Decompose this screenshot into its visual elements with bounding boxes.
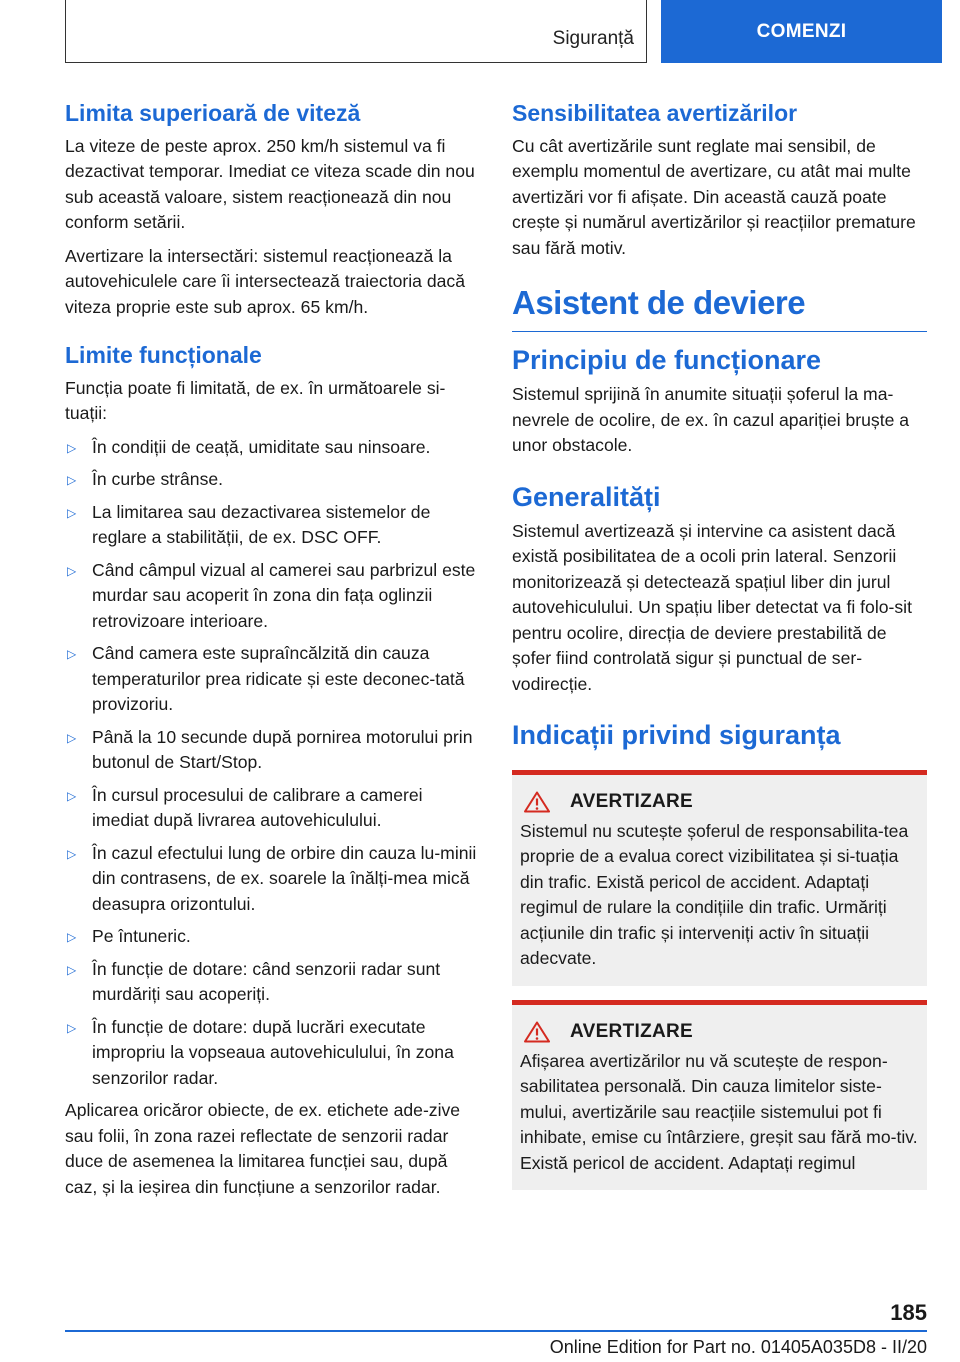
list-item: ▷ Până la 10 secunde după pornirea motorului prin butonul de Start/Stop. bbox=[67, 726, 473, 773]
paragraph-speed-2: Avertizare la intersectări: sistemul reacționează la autovehiculele care îi intersectează traiectoria dacă viteza proprie este sub aprox. 65 km/h. bbox=[65, 245, 465, 317]
left-column bbox=[65, 100, 480, 1208]
warning-text: Sistemul nu scutește șoferul de responsabilita-tea proprie de a evalua corect vizibilitatea și si-tuația din trafic. Există pericol de accident. Adaptați regimul de rulare la condițiile din trafic. Urmăriți acțiunile din trafic și interveniți activ în situații adecvate. bbox=[520, 820, 909, 969]
list-item: ▷ În funcție de dotare: când senzorii radar sunt murdăriți sau acoperiți. bbox=[67, 958, 441, 1005]
triangle-bullet-icon: ▷ bbox=[67, 473, 77, 488]
list-item: ▷ În cursul procesului de calibrare a camerei imediat după livrarea autovehiculului. bbox=[67, 784, 423, 831]
list-item: ▷ În cazul efectului lung de orbire din cauza lu-minii din contrasens, de ex. soarele la înălți-mea mică deasupra orizontului. bbox=[67, 842, 477, 914]
triangle-bullet-icon: ▷ bbox=[67, 563, 77, 578]
header-section-box bbox=[65, 0, 647, 63]
heading-functional-limits: Limite funcționale bbox=[65, 342, 262, 369]
heading-principle: Principiu de funcționare bbox=[512, 344, 822, 375]
page-number: 185 bbox=[890, 1300, 927, 1325]
paragraph-radar: Aplicarea oricăror obiecte, de ex. etichete ade-zive sau folii, în zona razei reflectate de senzorii radar duce de asemenea la limitarea funcției sau, după caz, și la ieșirea din funcțiune a senzorilor radar. bbox=[65, 1100, 461, 1197]
right-column bbox=[512, 100, 927, 1190]
warning-header bbox=[520, 791, 919, 813]
heading-speed-limit: Limita superioară de viteză bbox=[65, 100, 361, 126]
triangle-bullet-icon: ▷ bbox=[67, 846, 77, 861]
warning-box bbox=[512, 1000, 927, 1191]
warning-title: AVERTIZARE bbox=[570, 790, 693, 812]
chapter-tab[interactable]: COMENZI bbox=[661, 0, 942, 63]
triangle-bullet-icon: ▷ bbox=[67, 962, 77, 977]
triangle-bullet-icon: ▷ bbox=[67, 730, 77, 745]
paragraph-sensitivity: Cu cât avertizările sunt reglate mai sensibil, de exemplu momentul de avertizare, cu atât mai multe avertizări vor fi afișate. Din această cauză poate crește și numărul avertizărilor și reacțiilor premature sau fără motiv. bbox=[512, 135, 916, 258]
footer-edition: Online Edition for Part no. 01405A035D8 - II/20 bbox=[549, 1337, 927, 1357]
warning-triangle-icon bbox=[524, 1021, 550, 1043]
warning-triangle-icon bbox=[524, 791, 550, 813]
warning-box bbox=[512, 770, 927, 986]
triangle-bullet-icon: ▷ bbox=[67, 930, 77, 945]
footer-divider bbox=[65, 1330, 927, 1332]
paragraph-general: Sistemul avertizează și intervine ca asistent dacă există posibilitatea de a ocoli prin lateral. Senzorii monitorizează și detectează spațiul liber din jurul autovehiculului. Un spațiu liber detectat va fi folo-sit pentru ocolire, direcția de deviere prestabilită de șofer fiind controlată sigur și punctual de ser-vodirecție. bbox=[512, 520, 912, 694]
heading-safety: Indicații privind siguranța bbox=[512, 720, 841, 751]
triangle-bullet-icon: ▷ bbox=[67, 1020, 77, 1035]
list-item: ▷ În condiții de ceață, umiditate sau ninsoare. bbox=[65, 435, 480, 461]
paragraph-speed-1: La viteze de peste aprox. 250 km/h sistemul va fi dezactivat temporar. Imediat ce viteza scade din nou sub această valoare, sistem reacționează din nou conform setării. bbox=[65, 135, 475, 233]
heading-general: Generalități bbox=[512, 481, 661, 512]
list-item: ▷ Pe întuneric. bbox=[65, 924, 480, 950]
list-item: ▷ Când camera este supraîncălzită din cauza temperaturilor prea ridicate și este deconec-tată provizoriu. bbox=[67, 643, 465, 715]
paragraph-limits: Funcția poate fi limitată, de ex. în următoarele si-tuații: bbox=[65, 377, 446, 424]
triangle-bullet-icon: ▷ bbox=[67, 647, 77, 662]
warning-title: AVERTIZARE bbox=[570, 1020, 693, 1042]
limits-list bbox=[65, 435, 480, 1092]
paragraph-principle: Sistemul sprijină în anumite situații șoferul la ma-nevrele de ocolire, de ex. în cazul apariției bruște a unor obstacole. bbox=[512, 384, 910, 456]
list-item: ▷ În funcție de dotare: după lucrări executate impropriu la vopseaua autovehiculului, în zona senzorilor radar. bbox=[67, 1016, 454, 1088]
list-item: ▷ Când câmpul vizual al camerei sau parbrizul este murdar sau acoperit în zona din fața oglinzii retrovizoare interioare. bbox=[67, 559, 476, 631]
warning-header bbox=[520, 1021, 919, 1043]
list-item: ▷ La limitarea sau dezactivarea sistemelor de reglare a stabilității, de ex. DSC OFF. bbox=[67, 501, 431, 548]
section-title: Siguranță bbox=[552, 28, 634, 49]
triangle-bullet-icon: ▷ bbox=[67, 788, 77, 803]
heading-sensitivity: Sensibilitatea avertizărilor bbox=[512, 100, 798, 126]
list-item: ▷ În curbe strânse. bbox=[65, 467, 480, 493]
triangle-bullet-icon: ▷ bbox=[67, 440, 77, 455]
heading-evasion-assistant: Asistent de deviere bbox=[512, 283, 927, 332]
warning-text: Afișarea avertizărilor nu vă scutește de respon-sabilitatea personală. Din cauza limitelor siste-mului, avertizările sau reacțiile sistemului pot fi inhibate, emise cu întârziere, greșit sau fără mo-tiv. Există pericol de accident. Adaptați regimul bbox=[520, 1050, 918, 1173]
triangle-bullet-icon: ▷ bbox=[67, 505, 77, 520]
